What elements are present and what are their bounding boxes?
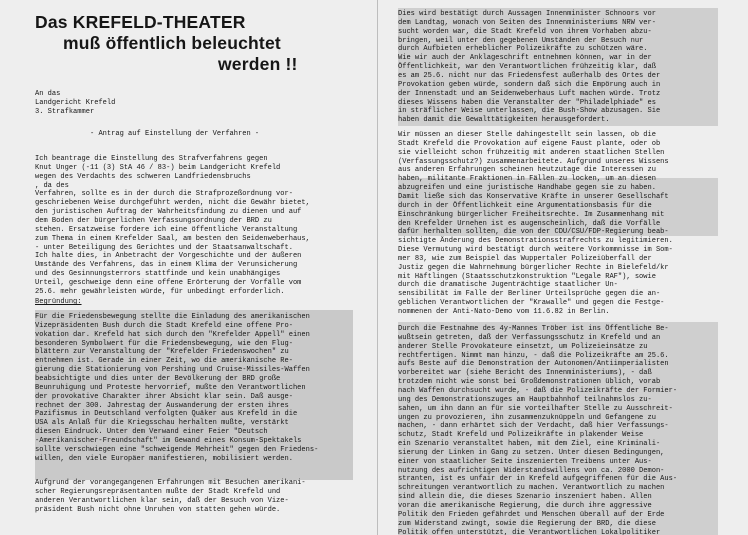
text-line: besonderen Symbolwert für die Friedensbewegung, wie den Flug- <box>35 339 293 348</box>
text-line: Vizepräsidenten Bush durch die Stadt Krefeld eine offene Pro- <box>35 321 293 330</box>
text-line: sichtigte Änderung des Demonstrationsstrafrechts zu legitimieren. <box>398 237 673 246</box>
text-line: Knut Unger (-11 (3) StA 46 / 83-) beim Landgericht Krefeld <box>35 163 281 172</box>
text-line: aus anderen Erfahrungen scheinen heutzutage die Interessen zu <box>398 166 656 175</box>
text-line: Ich beantrage die Einstellung des Strafverfahrens gegen <box>35 155 268 163</box>
text-line: durch in der Öffentlichkeit eine Argumentationsbasis für die <box>398 201 652 210</box>
text-line: gierung die Stationierung von Pershing und Cruise-Missiles-Waffen <box>35 366 310 375</box>
text-line: Öffentlichkeit, war den Verantwortlichen frühzeitig klar, daß <box>398 63 656 72</box>
text-line: scher Regierungsrepräsentanten mußte der Stadt Krefeld und <box>35 487 281 496</box>
text-line: dafür herhalten sollten, die von der CDU/CSU/FDP-Regierung beab- <box>398 228 669 237</box>
text-line: Stadt Krefeld die Provokation auf eigene Faust plante, oder ob <box>398 139 661 148</box>
text-line: ung des Demonstrationszuges am Hauptbahnhof teilnahmslos zu- <box>398 395 652 404</box>
headline-line-1: Das KREFELD-THEATER <box>35 12 246 32</box>
text-line: anderer Stelle Provokateure einsetzt, um Polizeieinsätze zu <box>398 342 648 351</box>
text-line: schutz, Stadt Krefeld und Polizeikräfte in plakender Weise <box>398 431 644 440</box>
text-line: Pazifismus in Deutschland verfolgten Quäker aus Krefeld in die <box>35 410 298 419</box>
text-line: entnehmen ist. Gerade in einer Zeit, wo die amerikanische Re- <box>35 357 293 366</box>
text-line: Für die Friedensbewegung stellte die Einladung des amerikanischen <box>35 313 310 321</box>
text-line: bringen, weil unter den gegebenen Umständen der Besuch nur <box>398 36 644 45</box>
text-line: nutzung des aufrichtigen Widerstandswillens von ca. 2000 Demon- <box>398 466 665 475</box>
text-line: ungen zu provozieren, ihn zusammenzuknüppeln und Gefangene zu <box>398 413 656 422</box>
text-line: und des Gesinnungsterrors stattfinde und kein unabhängiges <box>35 270 281 279</box>
text-line: ein Szenario veranstaltet haben, mit dem Ziel, eine Kriminali- <box>398 440 661 449</box>
text-line: durch die dramatische Jugenträchtige staatlicher Un- <box>398 281 618 290</box>
text-line: schreitungen verantwortlich zu machen. Verantwortlich zu machen <box>398 484 665 493</box>
text-line: rechnet der 300. Jahrestag der Auswanderung der ersten ihres <box>35 401 289 410</box>
text-line: es am 25.6. nicht nur das Friedensfest außerhalb des Ortes der <box>398 71 661 80</box>
text-line: sind allein die, die dieses Szenario inszeniert haben. Allen <box>398 493 652 502</box>
text-line: Wie wir auch der Anklageschrift entnehmen können, war in der <box>398 54 652 63</box>
text-line: 25.6. mehr gewährleisten würde, für unbedingt erforderlich. <box>35 287 285 296</box>
text-line: Einschränkung bürgerlicher Freiheitsrechte. Im Zusammenhang mit <box>398 210 665 219</box>
text-line: Dies wird bestätigt durch Aussagen Innenminister Schnoors vor <box>398 10 656 18</box>
text-line: der Innenstadt und am Seidenweberhaus Luft machen würde. Trotz <box>398 89 661 98</box>
text-line: sahen, um ihn dann an für sie vorteilhafter Stelle zu Ausschreit- <box>398 404 673 413</box>
text-line: beabsichtigte und dies unter der Bevölkerung der BRD große <box>35 374 281 383</box>
text-line: haben, militante Fraktionen in Fällen zu locken, um an diesen <box>398 175 656 184</box>
text-line: wegen des Verdachts des schweren Landfriedensbruchs <box>35 172 251 181</box>
text-line: Provokation geben würde, sondern daß sich die Empörung auch in <box>398 80 661 89</box>
text-line: Verfahren, sollte es in der durch die Strafprozeßordnung vor- <box>35 190 293 199</box>
text-line: Ich halte dies, in Anbetracht der Vorgeschichte und der äußeren <box>35 252 302 261</box>
text-line: abzugreifen und eine juristische Handhabe gegen sie zu haben. <box>398 184 656 193</box>
text-line: 3. Strafkammer <box>35 107 95 116</box>
right-column <box>398 0 718 535</box>
motion-title: - Antrag auf Einstellung der Verfahren - <box>90 130 260 138</box>
text-line: vokation dar. Krefeld hat sich durch den "Krefelder Appell" einen <box>35 330 310 339</box>
text-line: Wir müssen an dieser Stelle dahingestellt sein lassen, ob die <box>398 131 656 139</box>
text-line: haben damit die Gewalttätigkeiten herausgefordert. <box>398 116 610 125</box>
text-line: den juristischen Auftrag der Wahrheitsfindung zu dienen und auf <box>35 208 302 217</box>
text-line: An das <box>35 90 61 98</box>
text-line: der provokative Charakter ihrer Absicht klar sein. Daß ausge- <box>35 392 293 401</box>
text-line: Diese Vermutung wird bestätigt durch weitere Vorkommnisse im Som- <box>398 246 673 255</box>
text-line: stehen. Ersatzweise fordere ich eine öffentliche Veranstaltung <box>35 225 298 234</box>
text-line: , da des <box>35 181 69 190</box>
text-line: aufs Beste auf die Demonstration der Autonomen/Antiimperialisten <box>398 360 669 369</box>
text-line: Umstände des Verfahrens, das in einem Klima der Verunsicherung <box>35 261 298 270</box>
text-line: Damit ließe sich das Konservative Kräfte in unserer Gesellschaft <box>398 192 669 201</box>
text-line: Justiz gegen die Wahrnehmung bürgerlicher Rechte in Bielefeld/kr <box>398 263 669 272</box>
headline-line-3: werden !! <box>218 54 298 74</box>
text-line: einer von staatlicher Seite inszenierten Treibens unter Aus- <box>398 457 652 466</box>
text-line: geblichen Verantwortlichen der "Krawalle" und gegen die Festge- <box>398 299 665 308</box>
text-line: trotzdem nicht wie sonst bei Großdemonstrationen üblich, vorab <box>398 378 661 387</box>
text-line: dieses Wissens haben die Veranstalter der "Philadelphiade" es <box>398 98 656 107</box>
text-line: nach Waffen durchsucht wurde, - daß die Polizeikräfte der Formier- <box>398 386 678 395</box>
text-line: -Amerikanischer-Freundschaft" im Gewand eines Konsum-Spektakels <box>35 436 302 445</box>
text-line: anderen Verantwortlichen klar sein, daß der Besuch von Vize- <box>35 496 289 505</box>
text-line: geschriebenen Weise durchgeführt werden, nicht die Gewähr bietet, <box>35 199 310 208</box>
text-line: diesen Eindruck. Unter dem Verwand einer Feier "Deutsch <box>35 428 268 437</box>
text-line: blättern zur Veranstaltung der "Krefelder Friedenswochen" zu <box>35 348 289 357</box>
text-line: (Verfassungsschutz?) zusammenarbeitete. Aufgrund unseres Wissens <box>398 157 669 166</box>
text-line: sensibilität im Falle der Berliner Urteilsprüche gegen die an- <box>398 290 661 299</box>
text-line: stranten, ist es unfair der in Krefeld aufgegriffenen für die Aus- <box>398 475 678 484</box>
text-line: dem Boden der bürgerlichen Verfassungsordnung der BRD zu <box>35 216 272 225</box>
text-line: durch Aufbieten erheblicher Polizeikräfte zu schützen wäre. <box>398 45 648 54</box>
text-line: USA als Anlaß für die Kriegsschau herhalten mußte, verstärkt <box>35 419 289 428</box>
text-line: - unter Beteiligung des Gerichtes und der Staatsanwaltschaft. <box>35 243 293 252</box>
headline-line-2: muß öffentlich beleuchtet <box>63 33 281 53</box>
column-divider <box>377 0 378 535</box>
text-line: Beunruhigung und Proteste hervorrief, mußte den Verantwortlichen <box>35 383 306 392</box>
text-line: mer 83, wie zum Beispiel das Wuppertaler Polizeiüberfall der <box>398 254 652 263</box>
begruendung-heading: Begründung: <box>35 298 82 306</box>
text-line: voran die amerikanische Regierung, die durch ihre aggressive <box>398 502 652 510</box>
text-line: nommenen der Anti-Nato-Demo vom 11.6.82 in Berlin. <box>398 308 610 316</box>
text-line: präsident Bush nicht ohne Unruhen von statten gehen würde. <box>35 505 281 514</box>
text-line: wußtsein getreten, daß der Verfassungsschutz in Krefeld und an <box>398 333 661 342</box>
text-line: rechtfertigen. Nimmt man hinzu, - daß die Polizeikräfte am 25.6. <box>398 351 669 360</box>
left-column <box>35 0 353 535</box>
text-line: Politik offen unterstützt, die Verantwortlichen Lokalpolitiker <box>398 528 661 535</box>
text-line: sierung der Linken in Gang zu setzen. Unter diesen Bedingungen, <box>398 448 665 457</box>
text-line: zum Thema in einem Krefelder Saal, am besten den Seidenweberhaus, <box>35 234 310 243</box>
text-line: willen, den viele Europäer manifestieren, mobilisiert werden. <box>35 454 293 463</box>
text-line: machen, - dann erhärtet sich der Verdacht, daß hier Verfassungs- <box>398 422 669 431</box>
text-line: den Krefelder Urnehen ist es augenscheinlich, daß die Vorfälle <box>398 219 661 228</box>
text-line: in sträflicher Weise unterlassen, die Bush-Show abzusagen. Sie <box>398 107 661 116</box>
text-line: mit Häftlingen (Staatsschutzkonstruktion "Legale RAF"), sowie <box>398 272 656 281</box>
text-line: zum Widerstand zwingt, sowie die Regierung der BRD, die diese <box>398 519 656 528</box>
text-line: Landgericht Krefeld <box>35 98 116 107</box>
text-line: Politik den Frieden gefährdet und Menschen überall auf der Erde <box>398 510 665 519</box>
text-line: dem Landtag, wonach von Seiten des Innenministeriums NRW ver- <box>398 18 656 27</box>
text-line: sucht worden war, die Stadt Krefeld von ihrem Vorhaben abzu- <box>398 27 652 36</box>
text-line: sie vielleicht schon frühzeitig mit anderen staatlichen Stellen <box>398 148 665 157</box>
text-line: sollte verschwiegen eine "schweigende Mehrheit" gegen den Friedens- <box>35 445 319 454</box>
headline <box>35 12 298 75</box>
text-line: Aufgrund der vorangegangenen Erfahrungen mit Besuchen amerikani- <box>35 479 306 487</box>
text-line: Durch die Festnahme des 4y-Mannes Tröber ist ins Öffentliche Be- <box>398 325 669 333</box>
text-line: Urteil, geschweige denn eine offene Erörterung der Vorfälle vom <box>35 278 302 287</box>
text-line: vorbereitet war (siehe Bericht des Innenministeriums), - daß <box>398 369 652 378</box>
